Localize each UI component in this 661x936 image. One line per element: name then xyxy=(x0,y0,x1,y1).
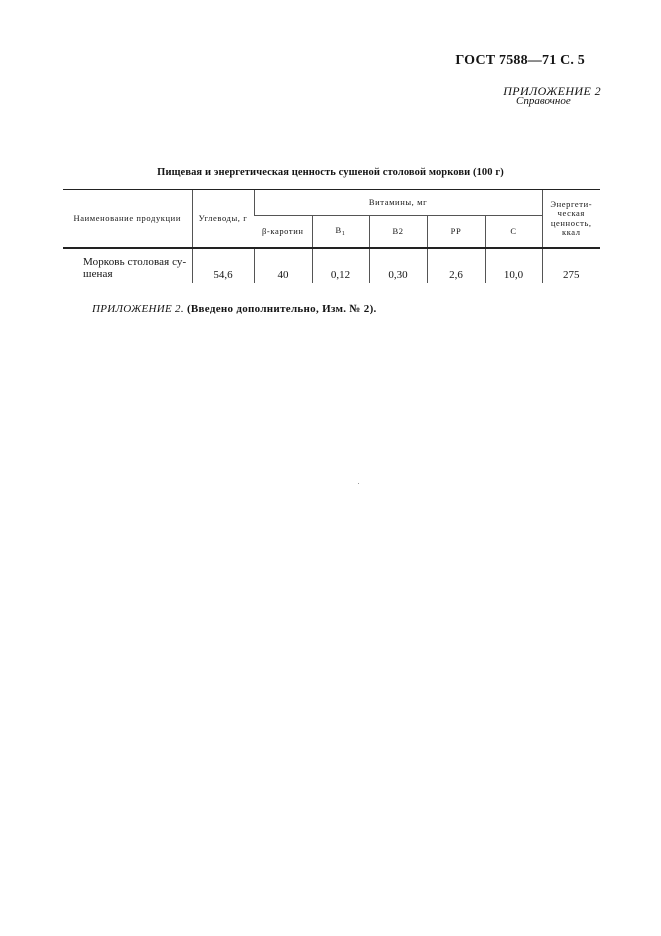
cell-b2: 0,30 xyxy=(369,248,427,283)
header-pp: PP xyxy=(427,216,485,249)
header-b1-base: B xyxy=(335,224,342,235)
header-carbs: Углеводы, г xyxy=(192,190,254,249)
cell-b1: 0,12 xyxy=(312,248,369,283)
header-carotene: β-каротин xyxy=(254,216,312,249)
table-row xyxy=(63,248,600,283)
header-c: C xyxy=(485,216,542,249)
header-product: Наименование продукции xyxy=(63,190,192,249)
cell-product: Морковь столовая су-шеная xyxy=(83,255,187,281)
header-vitamins-group: Витамины, мг xyxy=(254,190,542,216)
nutrition-table xyxy=(63,189,600,283)
cell-carotene: 40 xyxy=(254,248,312,283)
scan-speck xyxy=(358,483,359,484)
standard-header: ГОСТ 7588—71 С. 5 xyxy=(455,53,585,68)
header-b2: B2 xyxy=(369,216,427,249)
cell-carbs: 54,6 xyxy=(192,248,254,283)
cell-pp: 2,6 xyxy=(427,248,485,283)
appendix-label: ПРИЛОЖЕНИЕ 2 xyxy=(503,84,601,98)
header-energy: Энергети-ческая ценность, ккал xyxy=(542,190,600,249)
footnote-label: ПРИЛОЖЕНИЕ 2. xyxy=(92,303,184,315)
header-b1 xyxy=(312,216,369,249)
cell-c: 10,0 xyxy=(485,248,542,283)
cell-energy: 275 xyxy=(542,248,600,283)
footnote-text: (Введено дополнительно, Изм. № 2). xyxy=(186,303,377,315)
header-b1-sub: 1 xyxy=(341,230,346,237)
table-title: Пищевая и энергетическая ценность сушеной столовой моркови (100 г) xyxy=(157,167,504,178)
appendix-type: Справочное xyxy=(516,95,571,107)
footnote xyxy=(92,303,377,315)
